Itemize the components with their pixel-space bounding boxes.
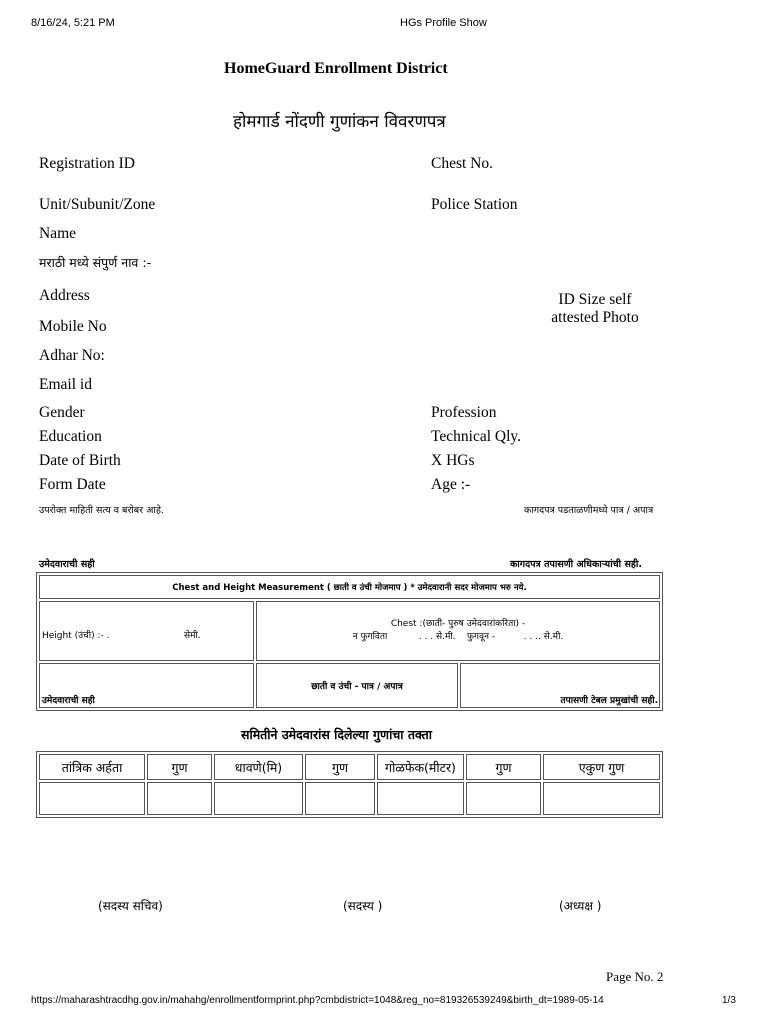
table-head-signature: तपासणी टेबल प्रमुखांची सही. xyxy=(560,696,658,706)
height-label: Height (उंची) :- . xyxy=(42,631,110,641)
score-table-title: समितीने उमेदवारांस दिलेल्या गुणांचा तक्ता xyxy=(241,727,433,742)
mobile-label: Mobile No xyxy=(39,318,107,335)
score-table xyxy=(36,751,663,818)
photo-line-1: ID Size self xyxy=(558,291,632,308)
score-cell xyxy=(543,782,660,815)
height-unit: सेमी. xyxy=(184,631,201,641)
print-page-title: HGs Profile Show xyxy=(400,17,487,29)
measurement-header: Chest and Height Measurement ( छाती व उंची मोजमाप ) * उमेदवारानी सदर मोजमाप भरु नये. xyxy=(39,575,660,599)
score-cell xyxy=(214,782,303,815)
score-value-row xyxy=(39,782,660,815)
candidate-sign-cell xyxy=(39,663,254,708)
score-cell xyxy=(377,782,464,815)
xhgs-label: X HGs xyxy=(431,452,475,469)
score-cell xyxy=(305,782,375,815)
dob-label: Date of Birth xyxy=(39,452,121,469)
header-marks-2: गुण xyxy=(305,754,375,780)
header-marks-1: गुण xyxy=(147,754,212,780)
print-page-count: 1/3 xyxy=(722,995,736,1006)
marathi-name-label: मराठी मध्ये संपुर्ण नाव :- xyxy=(39,255,152,270)
education-label: Education xyxy=(39,428,102,445)
measure-candidate-signature: उमेदवाराची सही xyxy=(42,696,95,706)
header-total-marks: एकुण गुण xyxy=(543,754,660,780)
header-shot-put: गोळफेक(मीटर) xyxy=(377,754,464,780)
page-number: Page No. 2 xyxy=(606,969,664,984)
officer-signature-label: कागदपत्र तपासणी अधिकाऱ्यांची सही. xyxy=(510,559,642,570)
age-label: Age :- xyxy=(431,476,471,493)
candidate-signature-label: उमेदवाराची सही xyxy=(39,559,95,570)
measurement-table xyxy=(36,572,663,711)
name-label: Name xyxy=(39,225,77,242)
height-cell xyxy=(39,601,254,661)
print-datetime: 8/16/24, 5:21 PM xyxy=(31,17,115,29)
chairman-signature: (अध्यक्ष ) xyxy=(559,899,602,913)
address-label: Address xyxy=(39,287,90,304)
unit-label: Unit/Subunit/Zone xyxy=(39,196,156,213)
score-cell xyxy=(39,782,145,815)
score-cell xyxy=(466,782,541,815)
table-head-sign-cell xyxy=(460,663,660,708)
chest-line-1: Chest :(छाती- पुरुष उमेदवारांकरिता) - xyxy=(390,619,526,629)
score-cell xyxy=(147,782,212,815)
profession-label: Profession xyxy=(431,404,497,421)
form-title: HomeGuard Enrollment District xyxy=(224,60,448,77)
gender-label: Gender xyxy=(39,404,85,421)
email-label: Email id xyxy=(39,376,92,393)
header-technical-qualification: तांत्रिक अर्हता xyxy=(39,754,145,780)
secretary-signature: (सदस्य सचिव) xyxy=(98,899,163,913)
registration-id-label: Registration ID xyxy=(39,155,135,172)
chest-cell xyxy=(256,601,660,661)
chest-line-2: न फुगविता . . . से.मी. फुगवून - . . .. से.मी. xyxy=(352,632,564,642)
photo-placeholder xyxy=(530,291,660,327)
header-marks-3: गुण xyxy=(466,754,541,780)
score-header-row xyxy=(39,754,660,780)
chest-height-result: छाती व उंची - पात्र / अपात्र xyxy=(256,663,458,708)
member-signature: (सदस्य ) xyxy=(343,899,383,913)
header-running: धावणे(मि) xyxy=(214,754,303,780)
adhar-label: Adhar No: xyxy=(39,347,105,364)
declaration-text: उपरोक्त माहिती सत्य व बरोबर आहे. xyxy=(39,505,164,516)
document-status-text: कागदपत्र पडताळणीमध्ये पात्र / अपात्र xyxy=(524,505,654,516)
police-station-label: Police Station xyxy=(431,196,518,213)
chest-no-label: Chest No. xyxy=(431,155,493,172)
form-title-marathi: होमगार्ड नोंदणी गुणांकन विवरणपत्र xyxy=(233,112,446,132)
photo-line-2: attested Photo xyxy=(551,309,639,326)
form-date-label: Form Date xyxy=(39,476,106,493)
print-url: https://maharashtracdhg.gov.in/mahahg/enrollmentformprint.php?cmbdistrict=1048&reg_no=819326539249&birth_dt=1989-05-14 xyxy=(31,995,604,1006)
technical-label: Technical Qly. xyxy=(431,428,522,445)
